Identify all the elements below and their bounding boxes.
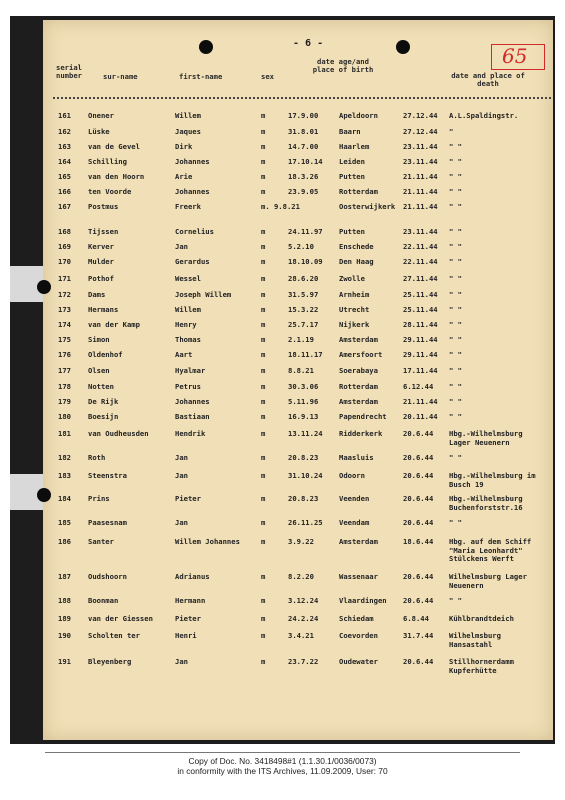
cell-sex: m (261, 172, 266, 181)
cell-surname: Postmus (88, 202, 119, 211)
cell-death-place: Hbg.-Wilhelmsburg Lager Neuenern (449, 429, 523, 447)
cell-sex: m (261, 453, 266, 462)
cell-death-date: 27.12.44 (403, 127, 438, 136)
cell-death-date: 23.11.44 (403, 142, 438, 151)
cell-death-date: 28.11.44 (403, 320, 438, 329)
cell-death-date: 20.6.44 (403, 494, 434, 503)
cell-serial-number: 184 (58, 494, 71, 503)
cell-death-place: " " (449, 350, 462, 359)
cell-death-place: " " (449, 412, 462, 421)
cell-first-name: Hendrik (175, 429, 206, 438)
cell-surname: Roth (88, 453, 106, 462)
cell-first-name: Johannes (175, 187, 210, 196)
cell-sex: m (261, 111, 266, 120)
cell-death-place: " " (449, 335, 462, 344)
cell-first-name: Freerk (175, 202, 201, 211)
cell-death-date: 20.6.44 (403, 572, 434, 581)
cell-birth-date: 18.10.09 (288, 257, 323, 266)
punch-hole (396, 40, 410, 54)
cell-first-name: Pieter (175, 494, 201, 503)
cell-sex: m (261, 614, 266, 623)
cell-birth-place: Rotterdam (339, 382, 378, 391)
cell-birth-date: 5.2.10 (288, 242, 314, 251)
cell-serial-number: 177 (58, 366, 71, 375)
cell-death-date: 31.7.44 (403, 631, 434, 640)
cell-birth-date: 26.11.25 (288, 518, 323, 527)
cell-surname: Dams (88, 290, 106, 299)
cell-sex: m (261, 471, 266, 480)
cell-birth-place: Oosterwijkerk (339, 202, 396, 211)
cell-sex: m (261, 412, 266, 421)
cell-birth-place: Wassenaar (339, 572, 378, 581)
cell-first-name: Pieter (175, 614, 201, 623)
header-first-name: first-name (179, 72, 223, 81)
cell-sex: m (261, 537, 266, 546)
cell-death-place: " " (449, 397, 462, 406)
cell-surname: Bleyenberg (88, 657, 132, 666)
cell-first-name: Petrus (175, 382, 201, 391)
cell-birth-place: Leiden (339, 157, 365, 166)
cell-birth-date: 3.12.24 (288, 596, 319, 605)
cell-serial-number: 168 (58, 227, 71, 236)
cell-serial-number: 167 (58, 202, 71, 211)
cell-first-name: Wessel (175, 274, 201, 283)
cell-surname: De Rijk (88, 397, 119, 406)
cell-first-name: Henri (175, 631, 197, 640)
punch-hole (199, 40, 213, 54)
cell-death-date: 20.11.44 (403, 412, 438, 421)
cell-death-date: 23.11.44 (403, 157, 438, 166)
footer-divider (45, 752, 520, 753)
cell-sex: m (261, 274, 266, 283)
cell-birth-place: Arnheim (339, 290, 370, 299)
cell-surname: Onener (88, 111, 114, 120)
cell-death-date: 6.8.44 (403, 614, 429, 623)
cell-birth-place: Amsterdam (339, 335, 378, 344)
cell-first-name: Jaques (175, 127, 201, 136)
cell-death-place: Wilhelmsburg Lager Neuenern (449, 572, 527, 590)
cell-surname: van Oudheusden (88, 429, 149, 438)
cell-surname: Notten (88, 382, 114, 391)
cell-death-place: Stillhornerdamm Kupferhütte (449, 657, 514, 675)
cell-sex: m (261, 227, 266, 236)
cell-death-place: Hbg. auf dem Schiff "Maria Leonhardt" Stülckens Werft (449, 537, 532, 563)
cell-sex: m (261, 257, 266, 266)
cell-death-date: 29.11.44 (403, 335, 438, 344)
cell-first-name: Johannes (175, 397, 210, 406)
cell-sex: m (261, 305, 266, 314)
cell-birth-date: 25.7.17 (288, 320, 319, 329)
cell-surname: Oudshoorn (88, 572, 127, 581)
cell-birth-date: 13.11.24 (288, 429, 323, 438)
cell-sex: m (261, 382, 266, 391)
cell-birth-place: Schiedam (339, 614, 374, 623)
cell-death-date: 18.6.44 (403, 537, 434, 546)
cell-sex: m (261, 397, 266, 406)
cell-sex: m (261, 142, 266, 151)
cell-death-date: 20.6.44 (403, 453, 434, 462)
cell-first-name: Adrianus (175, 572, 210, 581)
cell-death-date: 20.6.44 (403, 518, 434, 527)
cell-death-place: " " (449, 290, 462, 299)
header-surname: sur-name (103, 72, 138, 81)
cell-death-place: A.L.Spaldingstr. (449, 111, 519, 120)
cell-surname: van den Hoorn (88, 172, 145, 181)
cell-serial-number: 182 (58, 453, 71, 462)
cell-death-place: " " (449, 453, 462, 462)
cell-death-place: " " (449, 305, 462, 314)
cell-birth-place: Veendam (339, 518, 370, 527)
cell-birth-date: 28.6.20 (288, 274, 319, 283)
cell-serial-number: 176 (58, 350, 71, 359)
cell-sex: m (261, 657, 266, 666)
cell-serial-number: 162 (58, 127, 71, 136)
cell-birth-date: 31.10.24 (288, 471, 323, 480)
cell-birth-date: 18.11.17 (288, 350, 323, 359)
cell-birth-place: Ridderkerk (339, 429, 383, 438)
cell-serial-number: 166 (58, 187, 71, 196)
cell-sex: m (261, 596, 266, 605)
cell-birth-place: Maasluis (339, 453, 374, 462)
cell-death-date: 22.11.44 (403, 257, 438, 266)
cell-serial-number: 185 (58, 518, 71, 527)
cell-surname: Scholten ter (88, 631, 140, 640)
footer-line-1: Copy of Doc. No. 3418498#1 (1.1.30.1/0036/0073) (188, 756, 377, 766)
cell-serial-number: 165 (58, 172, 71, 181)
cell-serial-number: 181 (58, 429, 71, 438)
cell-serial-number: 179 (58, 397, 71, 406)
cell-surname: Schilling (88, 157, 127, 166)
cell-death-place: " " (449, 172, 462, 181)
cell-serial-number: 164 (58, 157, 71, 166)
cell-first-name: Joseph Willem (175, 290, 232, 299)
punch-hole (37, 488, 51, 502)
cell-surname: Steenstra (88, 471, 127, 480)
cell-birth-date: 5.11.96 (288, 397, 319, 406)
cell-first-name: Thomas (175, 335, 201, 344)
cell-serial-number: 183 (58, 471, 71, 480)
cell-death-place: " " (449, 142, 462, 151)
cell-birth-place: Utrecht (339, 305, 370, 314)
cell-serial-number: 178 (58, 382, 71, 391)
cell-first-name: Jan (175, 453, 188, 462)
cell-sex: m (261, 350, 266, 359)
cell-birth-date: 3.4.21 (288, 631, 314, 640)
cell-birth-place: Nijkerk (339, 320, 370, 329)
cell-sex: m (261, 290, 266, 299)
cell-sex: m (261, 429, 266, 438)
cell-death-place: " (449, 127, 454, 136)
cell-death-place: " " (449, 518, 462, 527)
cell-surname: ten Voorde (88, 187, 132, 196)
cell-birth-place: Putten (339, 227, 365, 236)
cell-birth-date: 20.8.23 (288, 453, 319, 462)
cell-first-name: Willem (175, 305, 201, 314)
cell-sex: m (261, 366, 266, 375)
cell-surname: Prins (88, 494, 110, 503)
cell-serial-number: 187 (58, 572, 71, 581)
cell-death-place: " " (449, 187, 462, 196)
cell-death-date: 21.11.44 (403, 187, 438, 196)
cell-birth-place: Amsterdam (339, 397, 378, 406)
cell-birth-date: 3.9.22 (288, 537, 314, 546)
cell-birth-place: Soerabaya (339, 366, 378, 375)
cell-sex: m (261, 320, 266, 329)
cell-death-place: " " (449, 274, 462, 283)
cell-birth-place: Vlaardingen (339, 596, 387, 605)
cell-death-date: 20.6.44 (403, 596, 434, 605)
cell-birth-place: Haarlem (339, 142, 370, 151)
cell-death-place: Hbg.-Wilhelmsburg im Busch 19 (449, 471, 536, 489)
cell-serial-number: 173 (58, 305, 71, 314)
cell-birth-date: 2.1.19 (288, 335, 314, 344)
cell-surname: van der Giessen (88, 614, 153, 623)
cell-surname: Simon (88, 335, 110, 344)
cell-serial-number: 172 (58, 290, 71, 299)
cell-sex: m (261, 518, 266, 527)
cell-death-place: " " (449, 366, 462, 375)
cell-death-place: " " (449, 242, 462, 251)
cell-sex: m (261, 631, 266, 640)
cell-birth-date: 31.5.97 (288, 290, 319, 299)
cell-death-date: 20.6.44 (403, 429, 434, 438)
cell-first-name: Cornelius (175, 227, 214, 236)
cell-surname: van der Kamp (88, 320, 140, 329)
cell-death-place: " " (449, 596, 462, 605)
cell-serial-number: 190 (58, 631, 71, 640)
cell-serial-number: 170 (58, 257, 71, 266)
cell-death-place: " " (449, 382, 462, 391)
cell-first-name: Johannes (175, 157, 210, 166)
cell-surname: Kerver (88, 242, 114, 251)
cell-death-date: 17.11.44 (403, 366, 438, 375)
cell-death-date: 6.12.44 (403, 382, 434, 391)
cell-birth-date: 23.9.05 (288, 187, 319, 196)
cell-birth-date: 8.8.21 (288, 366, 314, 375)
cell-serial-number: 191 (58, 657, 71, 666)
cell-sex: m (261, 494, 266, 503)
header-sex: sex (261, 72, 274, 81)
cell-surname: Santer (88, 537, 114, 546)
cell-surname: Boesijn (88, 412, 119, 421)
cell-birth-place: Den Haag (339, 257, 374, 266)
cell-first-name: Henry (175, 320, 197, 329)
cell-death-date: 21.11.44 (403, 397, 438, 406)
cell-birth-date: 31.8.01 (288, 127, 319, 136)
cell-surname: Boonman (88, 596, 119, 605)
cell-first-name: Hermann (175, 596, 206, 605)
header-birth: date age/and place of birth (312, 57, 374, 74)
cell-birth-place: Enschede (339, 242, 374, 251)
cell-birth-date: 16.9.13 (288, 412, 319, 421)
cell-birth-place: Amsterdam (339, 537, 378, 546)
cell-birth-date: 17.10.14 (288, 157, 323, 166)
cell-serial-number: 189 (58, 614, 71, 623)
page-number: - 6 - (293, 38, 324, 49)
cell-birth-date: 24.11.97 (288, 227, 323, 236)
cell-first-name: Dirk (175, 142, 193, 151)
cell-first-name: Jan (175, 242, 188, 251)
cell-birth-place: Oudewater (339, 657, 378, 666)
cell-birth-place: Rotterdam (339, 187, 378, 196)
punch-hole (37, 280, 51, 294)
cell-sex: m (261, 157, 266, 166)
paper-page (43, 20, 553, 740)
cell-death-place: Wilhelmsburg Hansastahl (449, 631, 501, 649)
cell-first-name: Willem Johannes (175, 537, 240, 546)
cell-sex: m (261, 242, 266, 251)
cell-sex: m. 9.8.21 (261, 202, 300, 211)
cell-death-date: 20.6.44 (403, 657, 434, 666)
cell-serial-number: 188 (58, 596, 71, 605)
cell-sex: m (261, 187, 266, 196)
cell-birth-date: 30.3.06 (288, 382, 319, 391)
cell-birth-date: 23.7.22 (288, 657, 319, 666)
cell-serial-number: 186 (58, 537, 71, 546)
cell-birth-date: 24.2.24 (288, 614, 319, 623)
document-scan (10, 16, 555, 744)
cell-serial-number: 175 (58, 335, 71, 344)
cell-first-name: Jan (175, 471, 188, 480)
cell-birth-date: 18.3.26 (288, 172, 319, 181)
cell-death-date: 21.11.44 (403, 202, 438, 211)
cell-death-place: " " (449, 320, 462, 329)
cell-birth-place: Zwolle (339, 274, 365, 283)
cell-serial-number: 171 (58, 274, 71, 283)
cell-sex: m (261, 572, 266, 581)
cell-sex: m (261, 127, 266, 136)
cell-death-date: 25.11.44 (403, 290, 438, 299)
cell-birth-date: 17.9.00 (288, 111, 319, 120)
cell-first-name: Jan (175, 518, 188, 527)
cell-serial-number: 180 (58, 412, 71, 421)
archive-footer (0, 756, 565, 776)
cell-birth-place: Amersfoort (339, 350, 383, 359)
cell-death-date: 25.11.44 (403, 305, 438, 314)
cell-birth-place: Coevorden (339, 631, 378, 640)
cell-death-place: " " (449, 157, 462, 166)
cell-death-date: 20.6.44 (403, 471, 434, 480)
cell-birth-place: Papendrecht (339, 412, 387, 421)
cell-death-place: " " (449, 202, 462, 211)
cell-first-name: Willem (175, 111, 201, 120)
cell-first-name: Jan (175, 657, 188, 666)
cell-first-name: Bastiaan (175, 412, 210, 421)
footer-line-2: in conformity with the ITS Archives, 11.09.2009, User: 70 (177, 766, 388, 776)
cell-surname: Oldenhof (88, 350, 123, 359)
cell-surname: Pothof (88, 274, 114, 283)
cell-death-date: 27.11.44 (403, 274, 438, 283)
cell-serial-number: 163 (58, 142, 71, 151)
cell-death-place: " " (449, 257, 462, 266)
header-death: date and place of death (451, 71, 525, 88)
cell-death-place: " " (449, 227, 462, 236)
cell-surname: Olsen (88, 366, 110, 375)
cell-surname: Lüske (88, 127, 110, 136)
cell-death-place: Hbg.-Wilhelmsburg Buchenforststr.16 (449, 494, 523, 512)
cell-death-date: 21.11.44 (403, 172, 438, 181)
cell-first-name: Hyalmar (175, 366, 206, 375)
cell-surname: Tijssen (88, 227, 119, 236)
cell-surname: van de Gevel (88, 142, 140, 151)
cell-first-name: Arie (175, 172, 193, 181)
cell-sex: m (261, 335, 266, 344)
cell-birth-place: Baarn (339, 127, 361, 136)
cell-surname: Paasesnam (88, 518, 127, 527)
cell-serial-number: 169 (58, 242, 71, 251)
cell-surname: Hermans (88, 305, 119, 314)
cell-death-place: Kühlbrandtdeich (449, 614, 514, 623)
header-serial: serial number (56, 63, 82, 80)
cell-birth-place: Odoorn (339, 471, 365, 480)
cell-birth-date: 15.3.22 (288, 305, 319, 314)
cell-birth-date: 8.2.20 (288, 572, 314, 581)
cell-birth-place: Veenden (339, 494, 370, 503)
cell-birth-date: 14.7.00 (288, 142, 319, 151)
cell-death-date: 22.11.44 (403, 242, 438, 251)
header-divider (53, 97, 551, 99)
cell-first-name: Aart (175, 350, 193, 359)
archive-stamp: 65 (491, 44, 545, 70)
cell-serial-number: 161 (58, 111, 71, 120)
cell-birth-place: Putten (339, 172, 365, 181)
cell-death-date: 29.11.44 (403, 350, 438, 359)
cell-surname: Mulder (88, 257, 114, 266)
cell-serial-number: 174 (58, 320, 71, 329)
cell-first-name: Gerardus (175, 257, 210, 266)
cell-death-date: 23.11.44 (403, 227, 438, 236)
cell-birth-date: 20.8.23 (288, 494, 319, 503)
cell-death-date: 27.12.44 (403, 111, 438, 120)
cell-birth-place: Apeldoorn (339, 111, 378, 120)
